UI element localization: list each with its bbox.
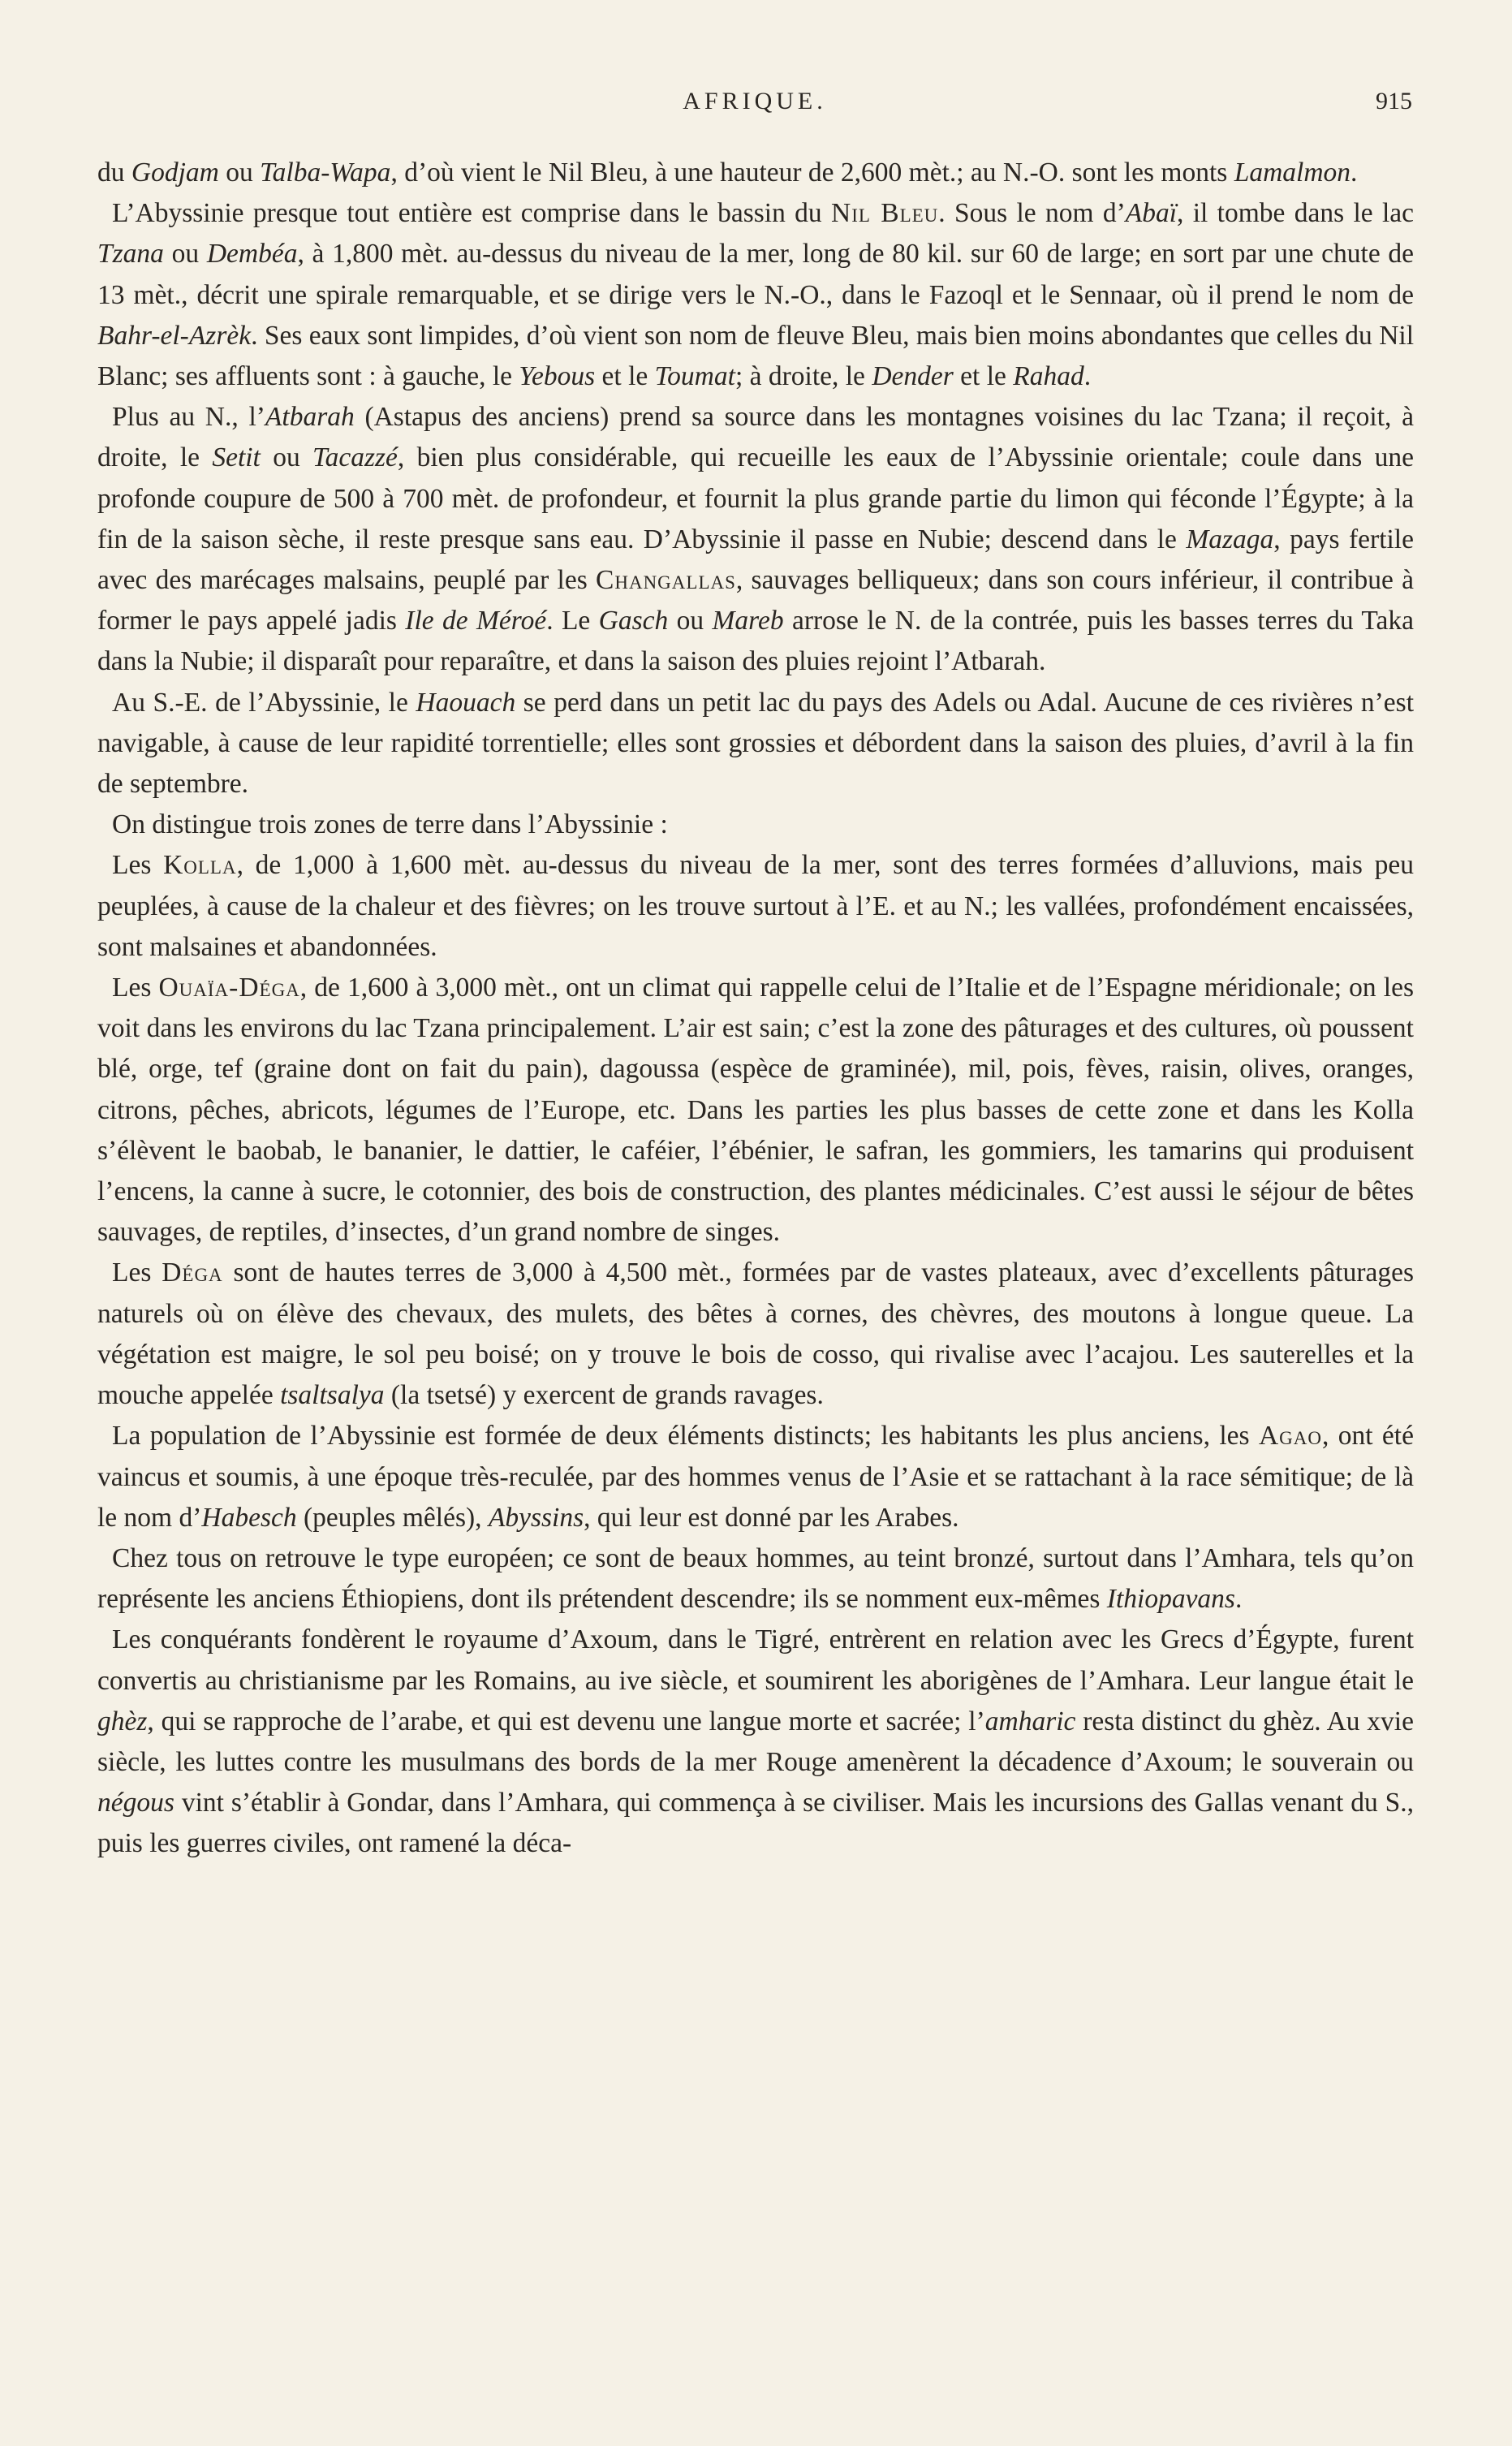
running-header [97,88,1412,123]
text-run: se perd dans un petit lac du pays des Adels ou Adal. Aucune de ces rivières n’est navigable, à cause de leur rapidité torrentielle; elles sont grossies et débordent dans la saison des pluies, d’avril à la fin de septembre. [97,687,1414,800]
page-number: 915 [1376,88,1412,114]
text-run: , de 1,000 à 1,600 mèt. au-dessus du niveau de la mer, sont des terres formées d’alluvions, mais peu peuplées, à cause de la chaleur et des fièvres; on les trouve surtout à l’E. et au N.; les vallées, profondément encaissées, sont malsaines et abandonnées. [97,850,1414,962]
italic-term: tsaltsalya [280,1380,385,1411]
text-run: Au S.-E. de l’Abyssinie, le [112,687,416,718]
text-run: Les [112,973,159,1003]
small-caps-term: Agao [1258,1421,1322,1452]
paragraph [97,1620,1414,1864]
text-run: Les conquérants fondèrent le royaume d’Axoum, dans le Tigré, entrèrent en relation avec les Grecs d’Égypte, furent convertis au christianisme par les Romains, au ive siècle, et soumirent les aborigènes de l’Amhara. Leur langue était le [97,1624,1414,1696]
paragraph [97,1538,1414,1620]
text-run: Les [112,850,164,881]
text-run: , qui se rapproche de l’arabe, et qui est devenu une langue morte et sacrée; l’ [147,1706,985,1736]
text-run: ; à droite, le [734,361,872,392]
italic-term: négous [97,1788,174,1818]
italic-term: Tzana [97,239,164,270]
text-run: , à 1,800 mèt. au-dessus du niveau de la mer, long de 80 kil. sur 60 de large; en sort par une chute de 13 mèt., décrit une spirale remarquable, et se dirige vers le N.-O., dans le Fazoql et le Sennaar, où il prend le nom de [97,239,1415,310]
small-caps-term: Déga [162,1258,223,1288]
text-run: , pays fertile avec des marécages malsains, peuplé par les [97,524,1414,596]
text-run: , il tombe dans le lac [1177,198,1414,229]
text-run: ou [668,606,713,636]
paragraph [97,193,1414,397]
italic-term: Dender [872,361,954,392]
italic-term: Godjam [131,157,219,188]
italic-term: Bahr-el-Azrèk [97,320,252,351]
italic-term: Abyssins [488,1502,584,1533]
italic-term: amharic [984,1706,1076,1736]
text-run: et le [953,361,1014,392]
text-run: , ont été vaincus et soumis, à une époque très-reculée, par des hommes venus de l’Asie et se rattachant à la race sémitique; de là le nom d’ [97,1421,1414,1533]
text-run: , de 1,600 à 3,000 mèt., ont un climat qui rappelle celui de l’Italie et de l’Espagne méridionale; on les voit dans les environs du lac Tzana principalement. L’air est sain; c’est la zone des pâturages et des cultures, où poussent blé, orge, tef (graine dont on fait du pain), dagoussa (espèce de graminée), mil, pois, fèves, raisin, olives, oranges, citrons, pêches, abricots, légumes de l’Europe, etc. Dans les parties les plus basses de cette zone et dans les Kolla s’élèvent le baobab, le bananier, le dattier, le caféier, l’ébénier, le safran, les gommiers, les tamarins qui produisent l’encens, la canne à sucre, le cotonnier, des bois de construction, des plantes médicinales. C’est aussi le séjour de bêtes sauvages, de reptiles, d’insectes, d’un grand nombre de singes. [97,973,1414,1248]
italic-term: Ile de Méroé [405,606,547,636]
header-title: AFRIQUE. [683,88,827,114]
paragraph [97,845,1414,968]
italic-term: Toumat [654,361,735,392]
italic-term: Habesch [201,1502,297,1533]
text-run: , qui leur est donné par les Arabes. [584,1502,959,1533]
italic-term: Mareb [712,606,784,636]
text-run: (la tsetsé) y exercent de grands ravages. [384,1380,824,1411]
italic-term: Tacazzé [312,442,398,473]
italic-term: Haouach [416,687,516,718]
italic-term: Lamalmon [1234,157,1351,188]
italic-term: Abaï [1125,198,1178,229]
text-run: . [1234,1584,1243,1615]
text-run: ou [260,442,313,473]
text-run: Plus au N., l’ [112,402,265,433]
text-run: et le [595,361,655,392]
italic-term: Rahad [1013,361,1084,392]
text-run: , sauvages belliqueux; dans son cours inférieur, il contribue à former le pays appelé jadis [97,565,1415,636]
text-run: . [1083,361,1092,392]
paragraph [97,1416,1414,1538]
text-run: arrose le N. de la contrée, puis les basses terres du Taka dans la Nubie; il disparaît pour reparaître, et dans la saison des pluies rejoint l’Atbarah. [97,606,1414,677]
text-run: Chez tous on retrouve le type européen; ce sont de beaux hommes, au teint bronzé, surtout dans l’Amhara, tels qu’on représente les anciens Éthiopiens, dont ils prétendent descendre; ils se nomment eux-mêmes [97,1542,1414,1615]
italic-term: Yebous [519,361,596,392]
text-run: La population de l’Abyssinie est formée de deux éléments distincts; les habitants les plus anciens, les [112,1421,1259,1452]
italic-term: Mazaga [1186,524,1274,554]
text-run: . [1350,157,1358,188]
italic-term: Setit [212,442,261,473]
text-run: (Astapus des anciens) prend sa source dans les montagnes voisines du lac Tzana; il reçoit, à droite, le [97,402,1414,473]
paragraph [97,968,1414,1253]
text-run: (peuples mêlés), [296,1502,489,1533]
text-run: On distingue trois zones de terre dans l’Abyssinie : [112,809,668,840]
text-run: Les [112,1258,162,1288]
italic-term: Gasch [598,606,669,636]
text-run: . Sous le nom d’ [938,198,1126,229]
italic-term: Dembéa [206,239,298,270]
text-run: resta distinct du ghèz. Au xvie siècle, les luttes contre les musulmans des bords de la mer Rouge amenèrent la décadence d’Axoum; le souverain ou [97,1706,1414,1777]
paragraph [97,397,1414,682]
text-run: du [97,157,131,188]
italic-term: Ithiopavans [1106,1584,1235,1615]
small-caps-term: Ouaïa-Déga [158,973,300,1003]
small-caps-term: Nil Bleu [831,198,939,229]
paragraph [97,805,1414,845]
paragraph [97,153,1414,193]
text-run: , bien plus considérable, qui recueille les eaux de l’Abyssinie orientale; coule dans une profonde coupure de 500 à 700 mèt. de profondeur, et fournit la plus grande partie du limon qui féconde l’Égypte; à la fin de la saison sèche, il reste presque sans eau. D’Abyssinie il passe en Nubie; descend dans le [97,442,1414,554]
paragraph [97,1253,1414,1416]
italic-term: Talba-Wapa [260,157,391,188]
text-run: ou [218,157,261,188]
paragraph [97,683,1414,805]
text-run: sont de hautes terres de 3,000 à 4,500 mèt., formées par de vastes plateaux, avec d’excellents pâturages naturels où on élève des chevaux, des mulets, des bêtes à cornes, des chèvres, des moutons à longue queue. La végétation est maigre, le sol peu boisé; on y trouve le bois de cosso, qui rivalise avec l’acajou. Les sauterelles et la mouche appelée [97,1258,1414,1411]
text-run: . Ses eaux sont limpides, d’où vient son nom de fleuve Bleu, mais bien moins abondantes que celles du Nil Blanc; ses affluents sont : à gauche, le [97,320,1414,392]
text-run: . Le [546,606,599,636]
small-caps-term: Changallas [596,565,736,596]
small-caps-term: Kolla [163,850,237,881]
italic-term: ghèz [97,1706,148,1736]
italic-term: Atbarah [265,402,355,433]
text-run: L’Abyssinie presque tout entière est comprise dans le bassin du [112,198,832,229]
body-text [97,153,1414,1865]
text-run: ou [163,239,207,270]
text-run: , d’où vient le Nil Bleu, à une hauteur de 2,600 mèt.; au N.-O. sont les monts [390,157,1234,188]
text-run: vint s’établir à Gondar, dans l’Amhara, qui commença à se civiliser. Mais les incursions des Gallas venant du S., puis les guerres civiles, ont ramené la déca- [97,1788,1414,1859]
